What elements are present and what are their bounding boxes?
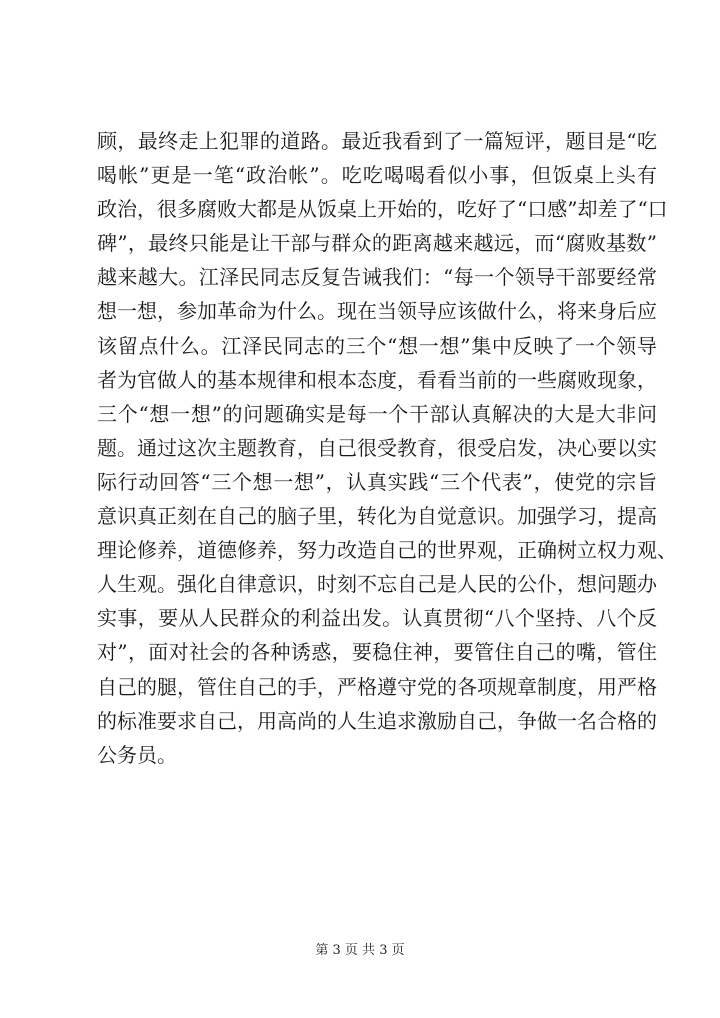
text-line: 实事，要从人民群众的利益出发。认真贯彻“八个坚持、八个反	[97, 606, 657, 631]
text-line: 政治，很多腐败大都是从饭桌上开始的，吃好了“口感”却差了“口	[97, 197, 668, 222]
text-line: 顾，最终走上犯罪的道路。最近我看到了一篇短评，题目是“吃	[97, 129, 657, 153]
text-line: 自己的腿，管住自己的手，严格遵守党的各项规章制度，用严格	[97, 674, 657, 699]
text-line: 公务员。	[97, 742, 177, 767]
text-line: 人生观。强化自律意识，时刻不忘自己是人民的公仆，想问题办	[97, 572, 657, 597]
text-line: 三个“想一想”的问题确实是每一个干部认真解决的大是大非问	[97, 401, 657, 426]
text-line: 喝帐”更是一笔“政治帐”。吃吃喝喝看似小事，但饭桌上头有	[97, 163, 657, 188]
text-line: 意识真正刻在自己的脑子里，转化为自觉意识。加强学习，提高	[97, 504, 657, 529]
text-line: 题。通过这次主题教育，自己很受教育，很受启发，决心要以实	[97, 435, 657, 460]
text-line: 的标准要求自己，用高尚的人生追求激励自己，争做一名合格的	[97, 708, 657, 733]
text-line: 对”，面对社会的各种诱惑，要稳住神，要管住自己的嘴，管住	[97, 640, 657, 665]
page-number-footer: 第 3 页 共 3 页	[315, 943, 405, 958]
text-line: 该留点什么。江泽民同志的三个“想一想”集中反映了一个领导	[97, 333, 657, 358]
body-paragraph	[97, 124, 677, 772]
text-line: 想一想，参加革命为什么。现在当领导应该做什么，将来身后应	[97, 299, 657, 324]
text-line: 碑”，最终只能是让干部与群众的距离越来越远，而“腐败基数”	[97, 231, 657, 256]
text-line: 际行动回答“三个想一想”，认真实践“三个代表”，使党的宗旨	[97, 469, 657, 494]
text-line: 者为官做人的基本规律和根本态度，看看当前的一些腐败现象，	[97, 367, 657, 392]
text-line: 理论修养，道德修养，努力改造自己的世界观，正确树立权力观、	[97, 538, 677, 563]
text-line: 越来越大。江泽民同志反复告诫我们：“每一个领导干部要经常	[97, 265, 657, 290]
